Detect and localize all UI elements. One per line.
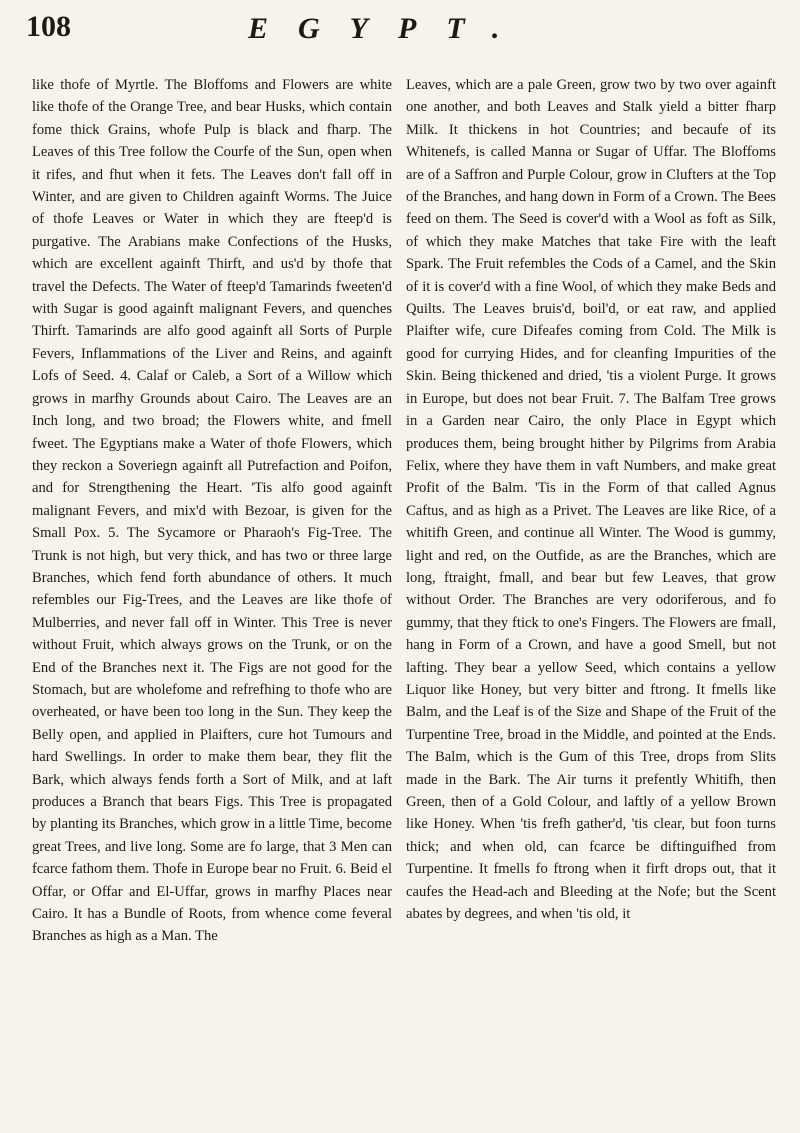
page-header [18, 8, 776, 48]
page-number: 108 [26, 10, 71, 43]
right-column-text: Leaves, which are a pale Green, grow two by two over againft one another, and both Leaves and Stalk yield a bitter fharp Milk. It thickens in hot Countries; and becaufe of its Whitenefs, is called Manna or Sugar of Uffar. The Bloffoms are of a Saffron and Purple Colour, grow in Clufters at the Top of the Branches, and hang down in Form of a Crown. The Bees feed on them. The Seed is cover'd with a Wool as foft as Silk, of which they make Matches that take Fire with the leaft Spark. The Fruit refembles the Cods of a Camel, and the Skin of it is cover'd with a fine Wool, of which they make Beds and Quilts. The Leaves bruis'd, boil'd, or eat raw, and applied Plaifter wife, cure Difeafes coming from Cold. The Milk is good for currying Hides, and for cleanfing Impurities of the Skin. Being thickened and dried, 'tis a violent Purge. It grows in Europe, but does not bear Fruit. 7. The Balfam Tree grows in a Garden near Cairo, the only Place in Egypt which produces them, being brought hither by Pilgrims from Arabia Felix, where they have them in vaft Numbers, and make great Profit of the Balm. 'Tis in the Form of that called Agnus Caftus, and as high as a Privet. The Leaves are like Rice, of a whitifh Green, and continue all Winter. The Wood is gummy, light and red, on the Outfide, as are the Branches, which are long, ftraight, fmall, and bear but few Leaves, that grow without Order. The Branches are very odoriferous, and fo gummy, that they ftick to one's Fingers. The Flowers are fmall, hang in Form of a Crown, and have a good Smell, but not lafting. They bear a yellow Seed, which contains a yellow Liquor like Honey, but very bitter and ftrong. It fmells like Balm, and the Leaf is of the Size and Shape of the Fruit of the Turpentine Tree, broad in the Middle, and pointed at the Ends. The Balm, which is the Gum of this Tree, drops from Slits made in the Bark. The Air turns it prefently Whitifh, then Green, then of a Gold Colour, and laftly of a yellow Brown like Honey. When 'tis frefh gather'd, 'tis clear, but foon turns thick; and when old, can fcarce be diftinguifhed from Turpentine. It fmells fo ftrong when it firft drops out, that it caufes the Head-ach and Bleeding at the Nofe; but the Scent abates by degrees, and when 'tis old, it [406, 77, 776, 923]
right-column [406, 74, 776, 925]
running-title: EGYPT. [248, 12, 530, 45]
left-column-text: like thofe of Myrtle. The Bloffoms and Flowers are white like thofe of the Orange Tree, and bear Husks, which contain fome thick Grains, whofe Pulp is black and fharp. The Leaves of this Tree follow the Courfe of the Sun, open when it rifes, and fhut when it fets. The Leaves don't fall off in Winter, and are given to Children againft Worms. The Juice of thofe Leaves or Water in which they are fteep'd is purgative. The Arabians make Confections of the Husks, which are excellent againft Thirft, and us'd by thofe that travel the Defects. The Water of fteep'd Tamarinds fweeten'd with Sugar is good againft malignant Fevers, and quenches Thirft. Tamarinds are alfo good againft all Sorts of Purple Fevers, Inflammations of the Liver and Reins, and againft Lofs of Seed. 4. Calaf or Caleb, a Sort of a Willow which grows in marfhy Grounds about Cairo. The Leaves are an Inch long, and two broad; the Flowers white, and fmell fweet. The Egyptians make a Water of thofe Flowers, which they reckon a Soveriegn againft all Putrefaction and Poifon, and for Strengthening the Heart. 'Tis alfo good againft malignant Fevers, and mix'd with Bezoar, is given for the Small Pox. 5. The Sycamore or Pharaoh's Fig-Tree. The Trunk is not high, but very thick, and has two or three large Branches, which fend forth abundance of others. It much refembles our Fig-Trees, and the Leaves are like thofe of Mulberries, and never fall off in Winter. This Tree is never without Fruit, which always grows on the Trunk, or on the End of the Branches next it. The Figs are not good for the Stomach, but are wholefome and refrefhing to thofe who are overheated, or have been too long in the Sun. They keep the Belly open, and applied in Plaifters, cure hot Tumours and hard Swellings. In order to make them bear, they flit the Bark, which always fends forth a Sort of Milk, and at laft produces a Branch that bears Figs. This Tree is propagated by planting its Branches, which grow in a little Time, become great Trees, and live long. Some are fo large, that 3 Men can fcarce fathom them. Thofe in Europe bear no Fruit. 6. Beid el Offar, or Offar and El-Uffar, grows in marfhy Places near Cairo. It has a Bundle of Roots, from whence come feveral Branches as high as a Man. The [32, 77, 392, 945]
left-column [32, 74, 392, 948]
